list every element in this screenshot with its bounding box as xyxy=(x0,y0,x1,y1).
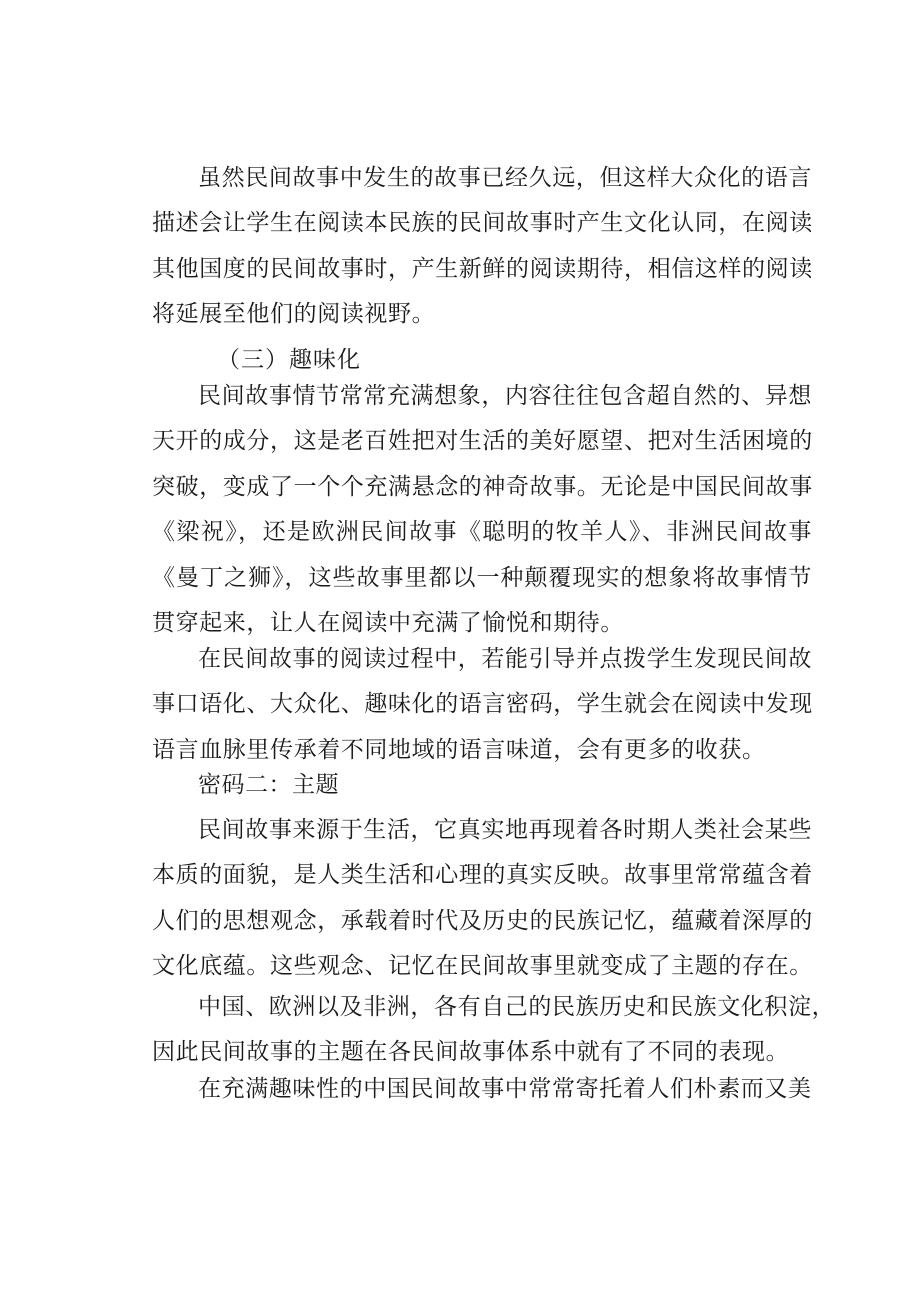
paragraph-1 xyxy=(152,156,812,338)
paragraph-line: 在充满趣味性的中国民间故事中常常寄托着人们朴素而又美 xyxy=(198,1076,812,1102)
paragraph-2 xyxy=(152,374,812,646)
paragraph-line: 因此民间故事的主题在各民间故事体系中就有了不同的表现。 xyxy=(152,1039,790,1066)
paragraph-line: 中国、欧洲以及非洲，各有自己的民族历史和民族文化积淀， xyxy=(198,994,836,1020)
paragraph-line: 天开的成分，这是老百姓把对生活的美好愿望、把对生活困境的 xyxy=(152,428,813,455)
section-heading xyxy=(152,763,812,808)
paragraph-3 xyxy=(152,637,812,773)
paragraph-line: 人们的思想观念，承载着时代及历史的民族记忆，蕴藏着深厚的 xyxy=(152,907,813,934)
paragraph-line: 民间故事来源于生活，它真实地再现着各时期人类社会某些 xyxy=(198,817,812,843)
paragraph-line: 民间故事情节常常充满想象，内容往往包含超自然的、异想 xyxy=(198,383,812,409)
paragraph-line: 描述会让学生在阅读本民族的民间故事时产生文化认同，在阅读 xyxy=(152,210,813,237)
paragraph-6 xyxy=(152,1067,812,1112)
paragraph-line: 事口语化、大众化、趣味化的语言密码，学生就会在阅读中发现 xyxy=(152,691,813,718)
paragraph-line: 本质的面貌，是人类生活和心理的真实反映。故事里常常蕴含着 xyxy=(152,862,813,889)
paragraph-line: 《梁祝》，还是欧洲民间故事《聪明的牧羊人》、非洲民间故事 xyxy=(152,519,812,546)
paragraph-line: 在民间故事的阅读过程中，若能引导并点拨学生发现民间故 xyxy=(198,646,812,672)
subheading-title: （三）趣味化 xyxy=(217,347,361,373)
paragraph-4 xyxy=(152,808,812,990)
paragraph-5 xyxy=(152,985,836,1076)
paragraph-line: 文化底蕴。这些观念、记忆在民间故事里就变成了主题的存在。 xyxy=(152,953,813,980)
paragraph-line: 《曼丁之狮》，这些故事里都以一种颠覆现实的想象将故事情节 xyxy=(152,564,812,591)
paragraph-line: 语言血脉里传承着不同地域的语言味道，会有更多的收获。 xyxy=(152,736,766,763)
paragraph-line: 将延展至他们的阅读视野。 xyxy=(152,301,436,328)
section-heading-title: 密码二：主题 xyxy=(198,772,339,798)
paragraph-line: 其他国度的民间故事时，产生新鲜的阅读期待，相信这样的阅读 xyxy=(152,255,813,282)
paragraph-line: 贯穿起来，让人在阅读中充满了愉悦和期待。 xyxy=(152,609,624,636)
paragraph-line: 突破，变成了一个个充满悬念的神奇故事。无论是中国民间故事 xyxy=(152,473,813,500)
paragraph-line: 虽然民间故事中发生的故事已经久远，但这样大众化的语言 xyxy=(198,165,812,191)
